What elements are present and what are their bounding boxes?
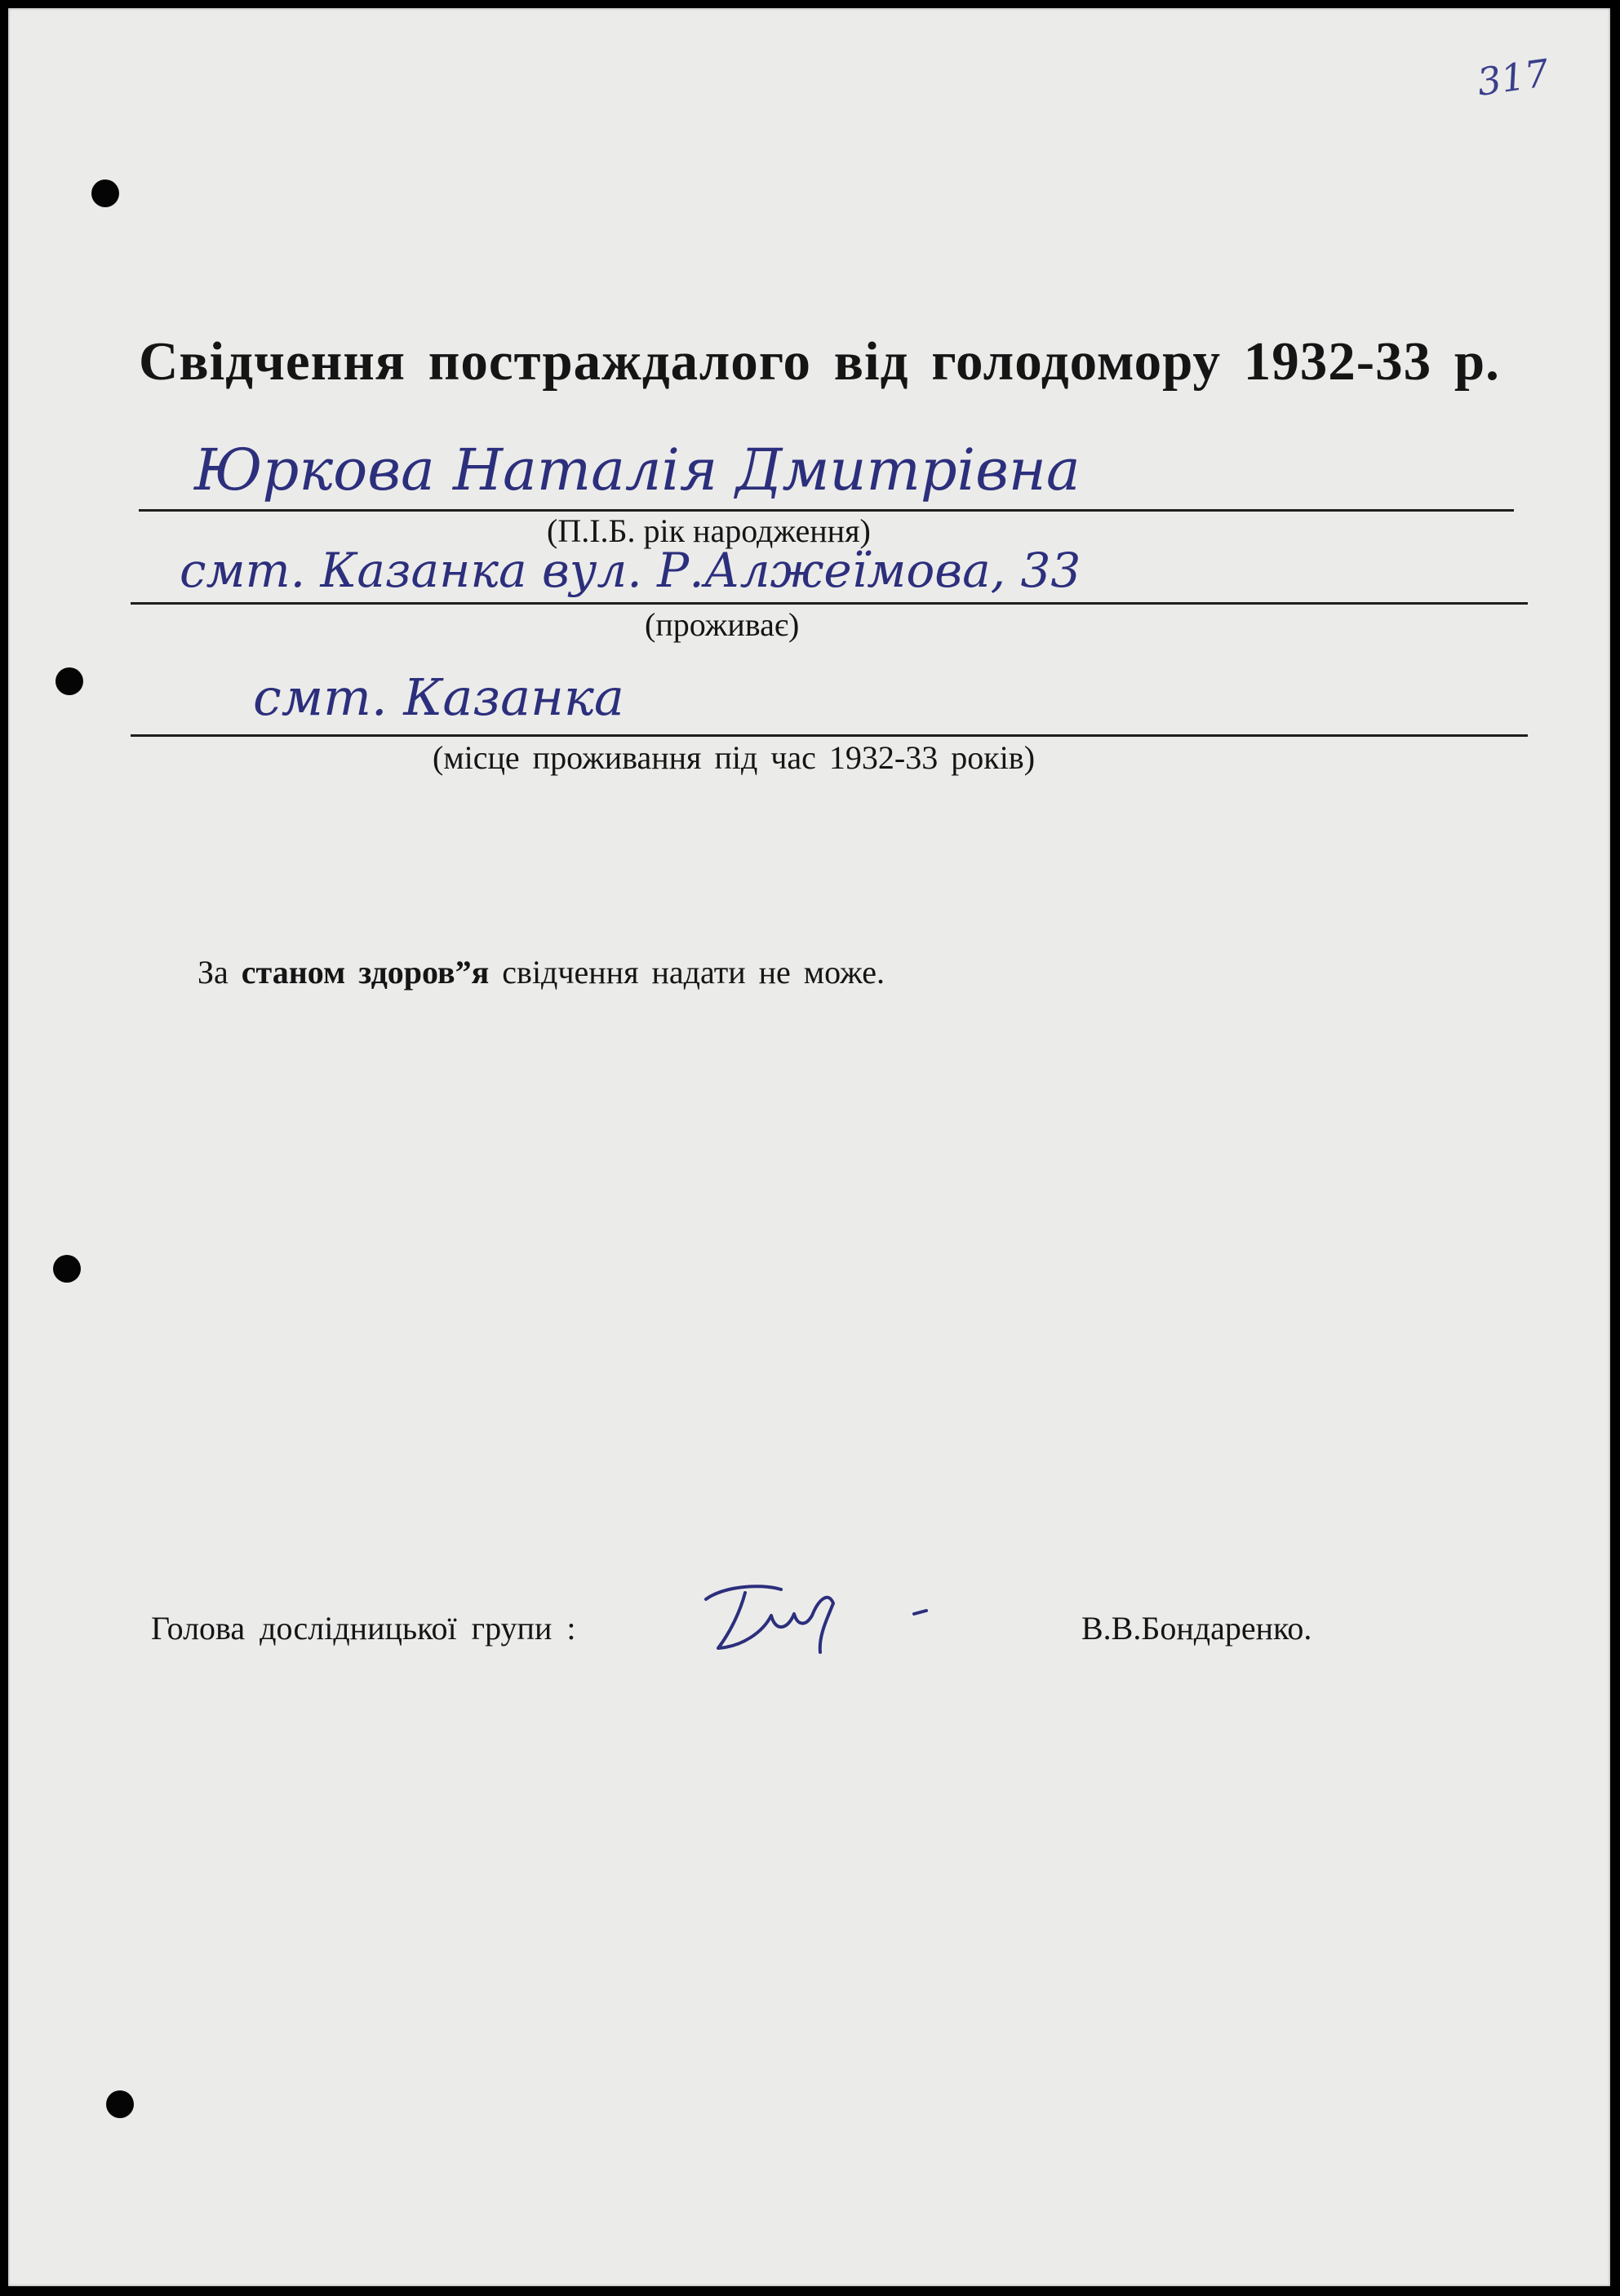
residence-caption: (проживає)	[645, 606, 800, 643]
statement-prefix: За	[198, 954, 229, 991]
punch-hole	[91, 180, 119, 207]
residence-1932-underline	[131, 734, 1528, 737]
document-title: Свідчення постраждалого від голодомору 1932-33 р.	[139, 331, 1500, 392]
residence-underline	[131, 602, 1528, 605]
document-page	[8, 8, 1610, 2286]
archive-page-number: 317	[1474, 51, 1552, 104]
residence-1932-caption: (місце проживання під час 1932-33 років)	[433, 739, 1036, 776]
statement-text	[198, 953, 885, 991]
signature-name: В.В.Бондаренко.	[1081, 1610, 1312, 1647]
punch-hole	[53, 1255, 81, 1283]
residence-handwritten-value: смт. Казанка вул. Р.Алжеїмова, 33	[180, 543, 1081, 598]
name-caption: (П.І.Б. рік народження)	[547, 512, 871, 549]
handwritten-signature-mark	[690, 1575, 934, 1664]
punch-hole	[55, 667, 83, 695]
name-handwritten-value: Юркова Наталія Дмитрівна	[194, 437, 1081, 503]
statement-bold: станом здоров”я	[241, 954, 490, 991]
punch-hole	[106, 2090, 134, 2118]
residence-1932-handwritten-value: смт. Казанка	[253, 667, 624, 727]
signature-label: Голова дослідницької групи :	[151, 1610, 576, 1647]
statement-suffix: свідчення надати не може.	[502, 954, 885, 991]
